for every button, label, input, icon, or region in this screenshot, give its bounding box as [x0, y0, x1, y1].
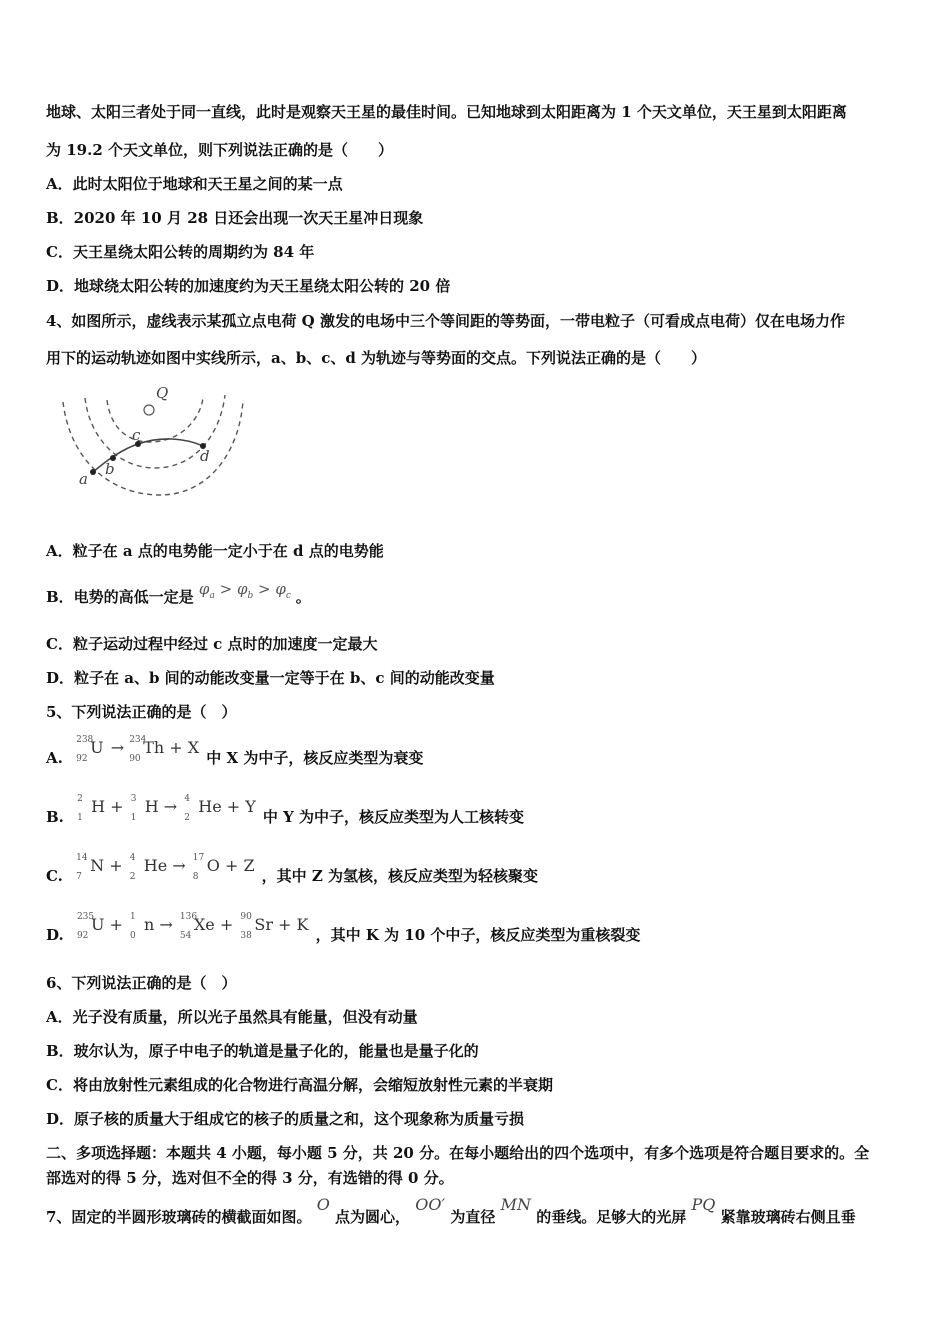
- q4-stem-line-1: 4、如图所示，虚线表示某孤立点电荷 Q 激发的电场中三个等间距的等势面，一带电粒子（可看成点电荷）仅在电场力作: [46, 312, 845, 330]
- section-2-heading-line-1: 二、多项选择题：本题共 4 小题，每小题 5 分，共 20 分。在每小题给出的四个选项中，有多个选项是符合题目要求的。全: [46, 1144, 870, 1162]
- reaction-equation-d: 235 92 U + 1 0 n → 136 54 Xe + 90 38 Sr + K: [76, 912, 309, 941]
- label-b: b: [105, 460, 115, 478]
- q7-stem: 7、固定的半圆形玻璃砖的横截面如图。 O 点为圆心， OO′ 为直径 MN 的垂线。足够大的光屏 PQ 紧靠玻璃砖右侧且垂: [46, 1195, 856, 1226]
- reaction-equation-c: 14 7 N + 4 2 He → 17 8 O + Z: [76, 853, 255, 882]
- equipotential-figure: [55, 380, 255, 500]
- point-a: [90, 469, 96, 475]
- q6-option-c: C．将由放射性元素组成的化合物进行高温分解，会缩短放射性元素的半衰期: [46, 1076, 553, 1094]
- potential-order: $\varphi_a > \varphi_b > \varphi_c$: [198, 580, 291, 601]
- q5-option-c: C. 14 7 N + 4 2 He → 17 8 O + Z ，其中 Z 为氢核，核反应类型为轻核聚变: [46, 853, 539, 885]
- symbol-o: O: [316, 1195, 330, 1214]
- q5-option-b: B. 2 1 H + 3 1 H → 4 2 He + Y 中 Y 为中子，核反应类型为人工核转变: [46, 794, 525, 826]
- q3-option-b: B．2020 年 10 月 28 日还会出现一次天王星冲日现象: [46, 209, 424, 227]
- q5-stem: 5、下列说法正确的是（ ）: [46, 703, 237, 721]
- q4-option-b: [46, 580, 908, 614]
- symbol-pq: PQ: [691, 1195, 716, 1214]
- q4-option-c: C．粒子运动过程中经过 c 点时的加速度一定最大: [46, 635, 378, 653]
- q6-option-d: D．原子核的质量大于组成它的核子的质量之和，这个现象称为质量亏损: [46, 1110, 525, 1128]
- label-a: a: [79, 470, 88, 488]
- q5-option-a: A. 238 92 U → 234 90 Th + X 中 X 为中子，核反应类型为衰变: [46, 735, 424, 767]
- label-q: Q: [156, 384, 169, 402]
- reaction-equation-a: 238 92 U → 234 90 Th + X: [76, 735, 200, 764]
- q6-option-a: A．光子没有质量，所以光子虽然具有能量，但没有动量: [46, 1008, 418, 1026]
- q6-option-b: B．玻尔认为，原子中电子的轨道是量子化的，能量也是量子化的: [46, 1042, 479, 1060]
- section-2-heading-line-2: 部选对的得 5 分，选对但不全的得 3 分，有选错的得 0 分。: [46, 1169, 454, 1187]
- equipotential-outer: [63, 400, 243, 495]
- q4-option-d: D．粒子在 a、b 间的动能改变量一定等于在 b、c 间的动能改变量: [46, 669, 495, 687]
- equipotential-inner: [107, 398, 203, 442]
- q3-option-d: D．地球绕太阳公转的加速度约为天王星绕太阳公转的 20 倍: [46, 277, 451, 295]
- q3-option-a: A．此时太阳位于地球和天王星之间的某一点: [46, 175, 343, 193]
- q4-option-a: A．粒子在 a 点的电势能一定小于在 d 点的电势能: [46, 542, 384, 560]
- q3-option-c: C．天王星绕太阳公转的周期约为 84 年: [46, 243, 315, 261]
- q6-stem: 6、下列说法正确的是（ ）: [46, 974, 237, 992]
- q3-stem-line-1: 地球、太阳三者处于同一直线，此时是观察天王星的最佳时间。已知地球到太阳距离为 1 个天文单位，天王星到太阳距离: [46, 103, 847, 121]
- q3-stem-line-2: 为 19.2 个天文单位，则下列说法正确的是（ ）: [46, 141, 393, 159]
- q4-option-b-suffix: 。: [295, 588, 311, 606]
- q5-option-d: D. 235 92 U + 1 0 n → 136 54 Xe + 90 38 Sr + K ，其中 K 为 10 个中子，核反应类型为重核裂变: [46, 912, 641, 944]
- label-c: c: [132, 426, 141, 444]
- label-d: d: [200, 447, 210, 465]
- q4-stem-line-2: 用下的运动轨迹如图中实线所示，a、b、c、d 为轨迹与等势面的交点。下列说法正确的是（ ）: [46, 349, 707, 367]
- symbol-mn: MN: [500, 1195, 532, 1214]
- symbol-oo-prime: OO′: [415, 1195, 446, 1214]
- q4-option-b-prefix: B．电势的高低一定是: [46, 588, 194, 606]
- reaction-equation-b: 2 1 H + 3 1 H → 4 2 He + Y: [77, 794, 256, 823]
- charge-q-point: [144, 405, 154, 415]
